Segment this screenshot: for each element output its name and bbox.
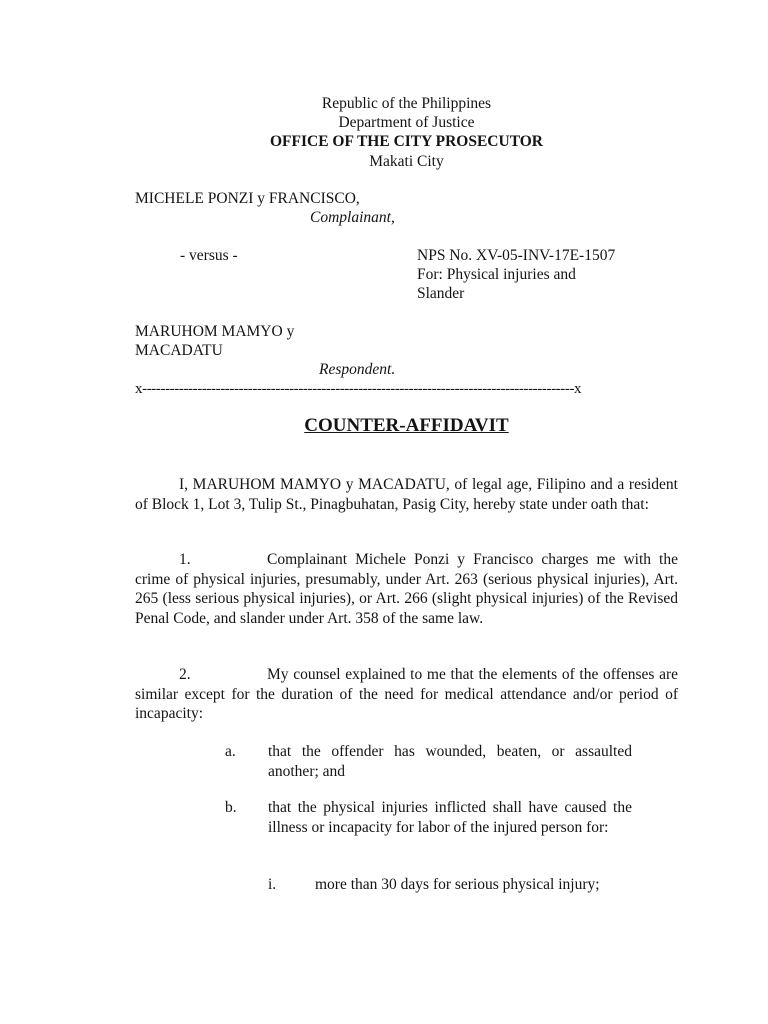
header-city: Makati City (369, 153, 444, 170)
numbered-paragraph-1 (135, 550, 678, 628)
subitem-i-label: i. (268, 876, 277, 893)
case-number: NPS No. XV-05-INV-17E-1507 (417, 247, 616, 264)
paragraph-2-number: 2. (179, 666, 191, 683)
intro-paragraph: I, MARUHOM MAMYO y MACADATU, of legal age, Filipino and a resident of Block 1, Lot 3, Tulip St., Pinagbuhatan, Pasig City, hereby state under oath that: (135, 476, 678, 513)
case-charge-line2: Slander (417, 285, 465, 302)
paragraph-1-number: 1. (179, 551, 191, 568)
paragraph-1-text: Complainant Michele Ponzi y Francisco charges me with the crime of physical injuries, presumably, under Art. 263 (serious physical injuries), Art. 265 (less serious physical injuries), or Art. 266 (slight physical injuries) of the Revised Penal Code, and slander under Art. 358 of the same law. (135, 551, 678, 627)
element-a-label: a. (225, 743, 236, 760)
respondent-name-line1: MARUHOM MAMYO y (135, 323, 295, 340)
header-department: Department of Justice (338, 114, 475, 131)
versus-label: - versus - (180, 247, 238, 264)
element-b-text: that the physical injuries inflicted shall have caused the illness or incapacity for labor of the injured person for: (268, 799, 632, 836)
respondent-role: Respondent. (319, 361, 396, 378)
complainant-name: MICHELE PONZI y FRANCISCO, (135, 190, 360, 207)
subitem-i-text: more than 30 days for serious physical injury; (315, 876, 600, 893)
case-charge-line1: For: Physical injuries and (417, 266, 576, 283)
element-b-label: b. (225, 799, 237, 816)
numbered-paragraph-2 (135, 665, 678, 724)
paragraph-2-text: My counsel explained to me that the elements of the offenses are similar except for the duration of the need for medical attendance and/or period of incapacity: (135, 666, 678, 722)
caption-separator: x----------------------------------------------------------------------------------------------x (135, 381, 582, 397)
respondent-name-line2: MACADATU (135, 342, 223, 359)
complainant-role: Complainant, (310, 209, 395, 226)
document-title: COUNTER-AFFIDAVIT (304, 415, 509, 436)
header-office: OFFICE OF THE CITY PROSECUTOR (269, 133, 543, 150)
element-a-text: that the offender has wounded, beaten, or assaulted another; and (268, 743, 632, 780)
header-republic: Republic of the Philippines (321, 95, 492, 112)
